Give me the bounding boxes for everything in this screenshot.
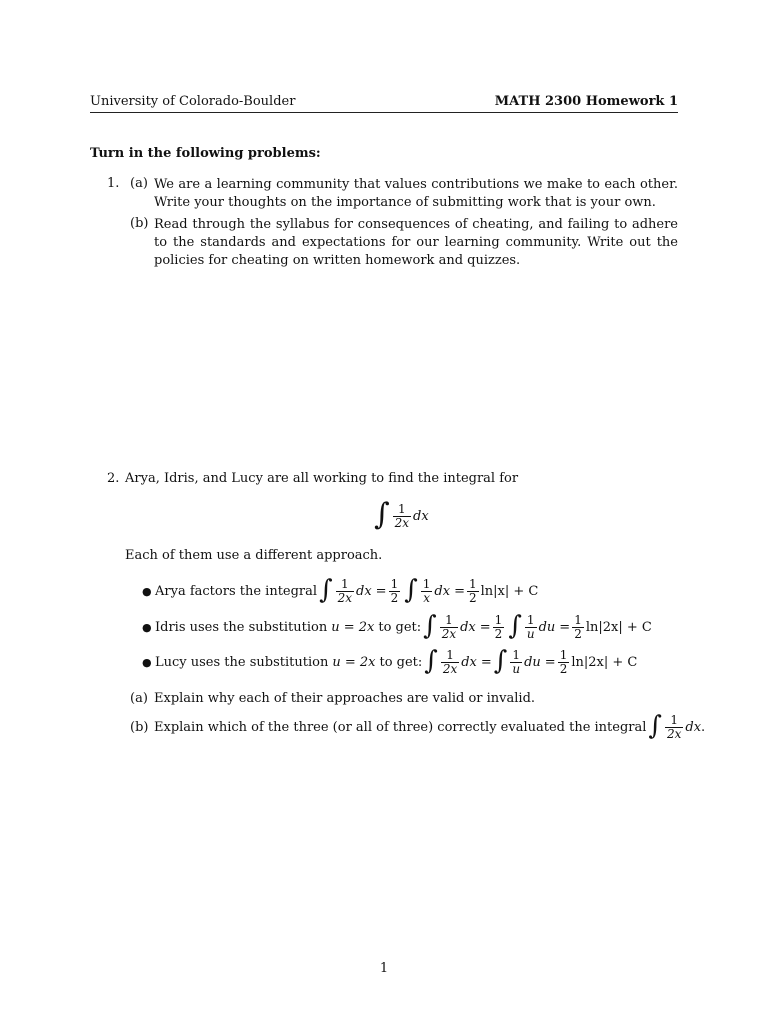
approach-text: Each of them use a different approach. (125, 548, 383, 563)
equals: = (479, 619, 491, 635)
fraction (525, 614, 537, 641)
idris-tail: to get: (378, 619, 422, 635)
problem-2b-label: (b) (130, 720, 149, 735)
problem-1a-label: (a) (130, 176, 148, 191)
numerator: 1 (398, 501, 406, 516)
problem-2-intro: Arya, Idris, and Lucy are all working to find the integral for (125, 471, 519, 486)
integral-sign: ∫ (374, 497, 390, 532)
integral-sign: ∫ (493, 646, 508, 676)
denominator: x (423, 590, 430, 605)
denominator: 2 (494, 626, 503, 641)
course-title: MATH 2300 Homework 1 (494, 94, 678, 109)
problem-2a-label: (a) (130, 691, 148, 706)
fraction (389, 578, 401, 605)
differential: du (538, 619, 556, 635)
equals: = (480, 654, 492, 670)
problem-1b-text: Read through the syllabus for consequences of cheating, and failing to adhere to the standards and expectations for our learning community. Write out the policies for cheating on written homework and quizzes. (154, 217, 678, 268)
page-header (90, 94, 678, 112)
fraction (393, 503, 411, 530)
integral-sign: ∫ (423, 611, 437, 641)
fraction (572, 614, 584, 641)
equals: = (559, 619, 571, 635)
problem-2a-text: Explain why each of their approaches are valid or invalid. (154, 691, 536, 706)
differential: dx (461, 654, 477, 670)
denominator: 2x (394, 515, 410, 530)
idris-approach (155, 611, 652, 643)
university-name: University of Colorado-Boulder (90, 94, 296, 109)
header-rule (90, 112, 678, 113)
page-number: 1 (379, 961, 389, 976)
fraction (336, 578, 354, 605)
substitution: u = 2x (331, 619, 375, 635)
problem-2b-text: Explain which of the three (or all of three) correctly evaluated the integral (154, 719, 647, 735)
fraction (558, 649, 570, 676)
differential: du (524, 654, 541, 670)
section-heading: Turn in the following problems: (90, 146, 321, 161)
fraction (421, 578, 433, 605)
equals: = (544, 654, 556, 670)
fraction (440, 614, 458, 641)
fraction (441, 649, 459, 676)
denominator: 2x (337, 590, 353, 605)
integral-sign: ∫ (404, 575, 418, 605)
denominator: 2 (559, 661, 568, 676)
period: . (701, 719, 706, 735)
integral-sign: ∫ (508, 611, 522, 641)
denominator: u (526, 626, 535, 641)
fraction (493, 614, 505, 641)
denominator: 2x (442, 661, 458, 676)
bullet-dot: ● (142, 621, 152, 634)
bullet-dot: ● (142, 585, 152, 598)
integral-sign: ∫ (424, 646, 438, 676)
differential: dx (685, 719, 702, 735)
numerator: 1 (340, 576, 349, 591)
bullet-dot: ● (142, 656, 152, 669)
numerator: 1 (512, 647, 521, 662)
lucy-tail: to get: (379, 654, 423, 670)
integral-sign: ∫ (648, 711, 662, 741)
denominator: 2x (441, 626, 457, 641)
arya-approach (155, 575, 538, 607)
idris-text: Idris uses the substitution (155, 619, 328, 635)
problem-2b-text-row (154, 710, 705, 744)
problem-1a-text: We are a learning community that values contributions we make to each other. Write your thoughts on the importance of submitting work that is your own. (154, 177, 678, 210)
substitution: u = 2x (332, 654, 376, 670)
result: ln|2x| + C (585, 619, 652, 635)
denominator: 2 (468, 590, 477, 605)
differential: dx (460, 619, 476, 635)
denominator: 2 (574, 626, 582, 641)
numerator: 1 (446, 647, 454, 662)
problem-1b-label: (b) (130, 216, 149, 231)
problem-2-number: 2. (107, 471, 120, 486)
result: ln|2x| + C (571, 654, 638, 670)
numerator: 1 (559, 647, 568, 662)
arya-text: Arya factors the integral (155, 583, 318, 599)
numerator: 1 (390, 576, 399, 591)
numerator: 1 (574, 612, 582, 627)
differential: dx (434, 583, 451, 599)
fraction (467, 578, 479, 605)
lucy-approach (155, 646, 637, 678)
denominator: 2x (666, 726, 682, 741)
result: ln|x| + C (480, 583, 539, 599)
numerator: 1 (422, 576, 431, 591)
denominator: 2 (390, 590, 399, 605)
equals: = (375, 583, 387, 599)
fraction (665, 714, 683, 741)
numerator: 1 (445, 612, 453, 627)
numerator: 1 (468, 576, 477, 591)
differential: dx (413, 508, 429, 524)
numerator: 1 (526, 612, 535, 627)
equals: = (454, 583, 465, 599)
numerator: 1 (670, 712, 678, 727)
fraction (510, 649, 522, 676)
integral-sign: ∫ (319, 575, 333, 605)
display-integral (372, 497, 429, 532)
lucy-text: Lucy uses the substitution (155, 654, 329, 670)
numerator: 1 (494, 612, 503, 627)
denominator: u (512, 661, 521, 676)
differential: dx (356, 583, 372, 599)
problem-1-number: 1. (107, 176, 120, 191)
